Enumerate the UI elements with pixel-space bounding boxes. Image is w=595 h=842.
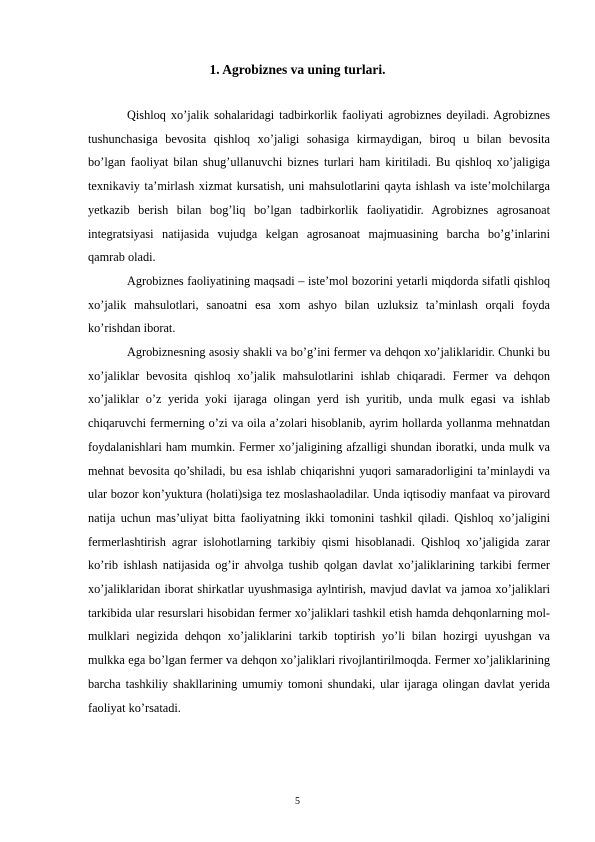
- document-title: 1. Agrobiznes va uning turlari.: [209, 62, 386, 77]
- page-number: 5: [295, 796, 300, 807]
- paragraph-2: Agrobiznes faoliyatining maqsadi – iste’mol bozorini yetarli miqdorda sifatli qishloq xo’jalik mahsulotlari, sanoatni esa xom ashyo bilan uzluksiz ta’minlash orqali foyda ko’rishdan iborat.: [88, 273, 550, 336]
- paragraph-3: Agrobiznesning asosiy shakli va bo’g’ini fermer va dehqon xo’jaliklaridir. Chunki bu xo’jaliklar bevosita qishloq xo’jalik mahsulotlarini ishlab chiqaradi. Fermer va dehqon xo’jaliklar o’z yerida yoki ijaraga olingan yerd ish yuritib, unda mulk egasi va ishlab chiqaruvchi fermerning o’zi va oila a’zolari hisoblanib, ayrim hollarda yollanma mehnatdan foydalanishlari ham mumkin. Fermer xo’jaligining afzalligi shundan iboratki, unda mulk va mehnat bevosita qo’shiladi, bu esa ishlab chiqarishni yuqori samaradorligini ta’minlaydi va ular bozor kon’yuktura (holati)siga tez moslashaoladilar. Unda iqtisodiy manfaat va pirovard natija uchun mas’uliyat bitta faoliyatning ikki tomonini tashkil qiladi. Qishloq xo’jaligini fermerlashtirish agrar islohotlarning tarkibiy qismi hisoblanadi. Qishloq xo’jaligida zarar ko’rib ishlash natijasida og’ir ahvolga tushib qolgan davlat xo’jaliklarining tarkibi fermer xo’jaliklaridan iborat shirkatlar uyushmasiga aylntirish, mavjud davlat va jamoa xo’jaliklari tarkibida ular resurslari hisobidan fermer xo’jaliklari tashkil etish hamda dehqonlarning mol-mulklari negizida dehqon xo’jaliklarini tarkib toptirish yo’li bilan hozirgi uyushgan va mulkka ega bo’lgan fermer va dehqon xo’jaliklari rivojlantirilmoqda. Fermer xo’jaliklarining barcha tashkiliy shakllarining umumiy tomoni shundaki, ular ijaraga olingan davlat yerida faoliyat ko’rsatadi.: [88, 345, 550, 715]
- paragraph-1: Qishloq xo’jalik sohalaridagi tadbirkorlik faoliyati agrobiznes deyiladi. Agrobiznes tushunchasiga bevosita qishloq xo’jaligi sohasiga kirmaydigan, biroq u bilan bevosita bo’lgan faoliyat bilan shug’ullanuvchi biznes turlari ham kiritiladi. Bu qishloq xo’jaligiga texnikaviy ta’mirlash xizmat kursatish, uni mahsulotlarini qayta ishlash va iste’molchilarga yetkazib berish bilan bog’liq bo’lgan tadbirkorlik faoliyatidir. Agrobiznes agrosanoat integratsiyasi natijasida vujudga kelgan agrosanoat majmuasining barcha bo’g’inlarini qamrab oladi.: [88, 108, 550, 265]
- document-body: [88, 104, 550, 720]
